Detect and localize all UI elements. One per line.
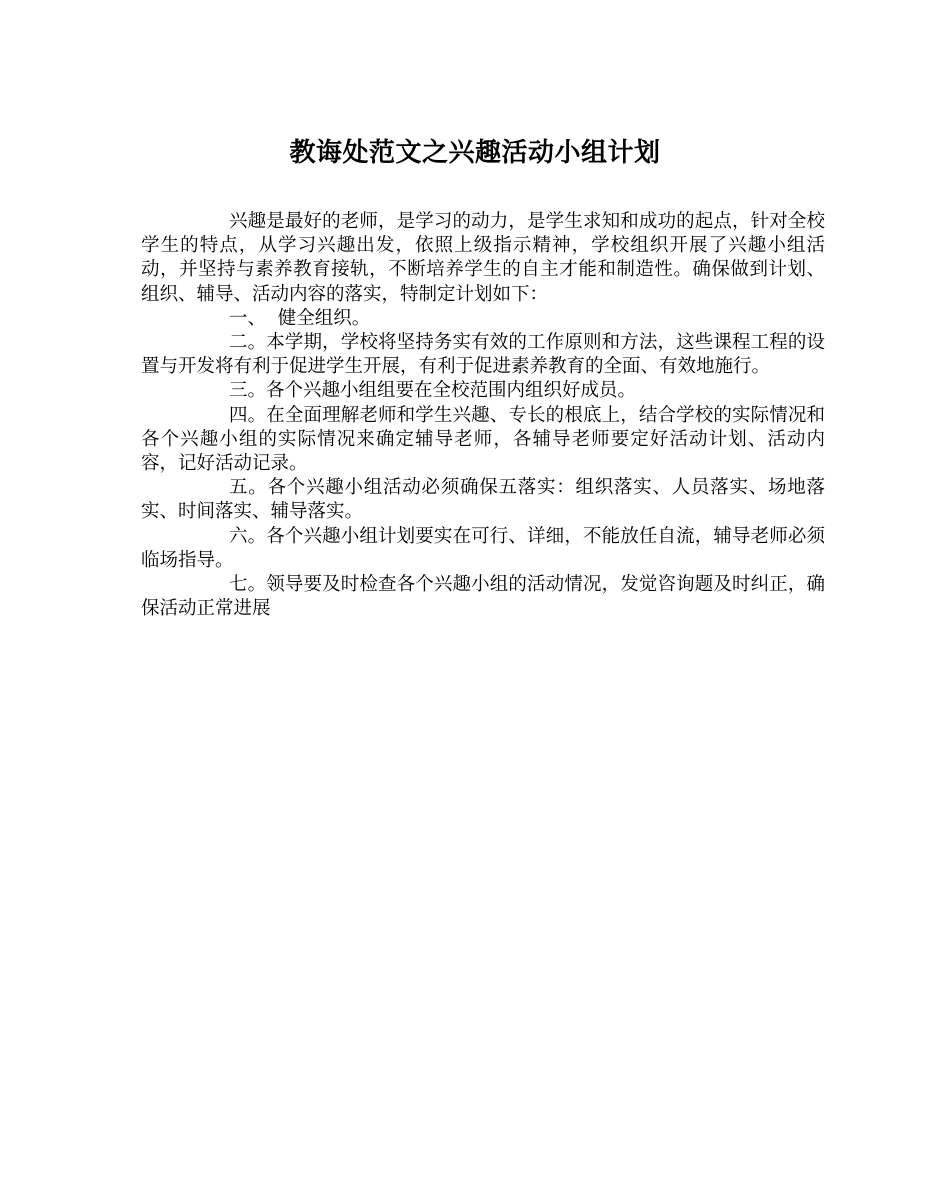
paragraph-item-6: 六。各个兴趣小组计划要实在可行、详细，不能放任自流，辅导老师必须临场指导。 <box>141 525 825 571</box>
paragraph-item-3: 三。各个兴趣小组组要在全校范围内组织好成员。 <box>229 380 637 402</box>
paragraph-item-1: 一、 健全组织。 <box>229 307 371 329</box>
paragraph-item-5: 五。各个兴趣小组活动必须确保五落实：组织落实、人员落实、场地落实、时间落实、辅导落实。 <box>141 477 825 523</box>
document-body <box>141 210 825 621</box>
paragraph-intro: 兴趣是最好的老师，是学习的动力，是学生求知和成功的起点，针对全校学生的特点，从学习兴趣出发，依照上级指示精神，学校组织开展了兴趣小组活动，并坚持与素养教育接轨，不断培养学生的自主才能和制造性。确保做到计划、组织、辅导、活动内容的落实，特制定计划如下： <box>141 211 825 305</box>
paragraph-item-2: 二。本学期，学校将坚持务实有效的工作原则和方法，这些课程工程的设置与开发将有利于促进学生开展，有利于促进素养教育的全面、有效地施行。 <box>141 332 825 378</box>
paragraph-item-4: 四。在全面理解老师和学生兴趣、专长的根底上，结合学校的实际情况和各个兴趣小组的实际情况来确定辅导老师，各辅导老师要定好活动计划、活动内容，记好活动记录。 <box>141 404 825 475</box>
paragraph-item-7: 七。领导要及时检查各个兴趣小组的活动情况，发觉咨询题及时纠正，确保活动正常进展 <box>141 574 825 620</box>
document-title: 教诲处范文之兴趣活动小组计划 <box>289 138 661 168</box>
